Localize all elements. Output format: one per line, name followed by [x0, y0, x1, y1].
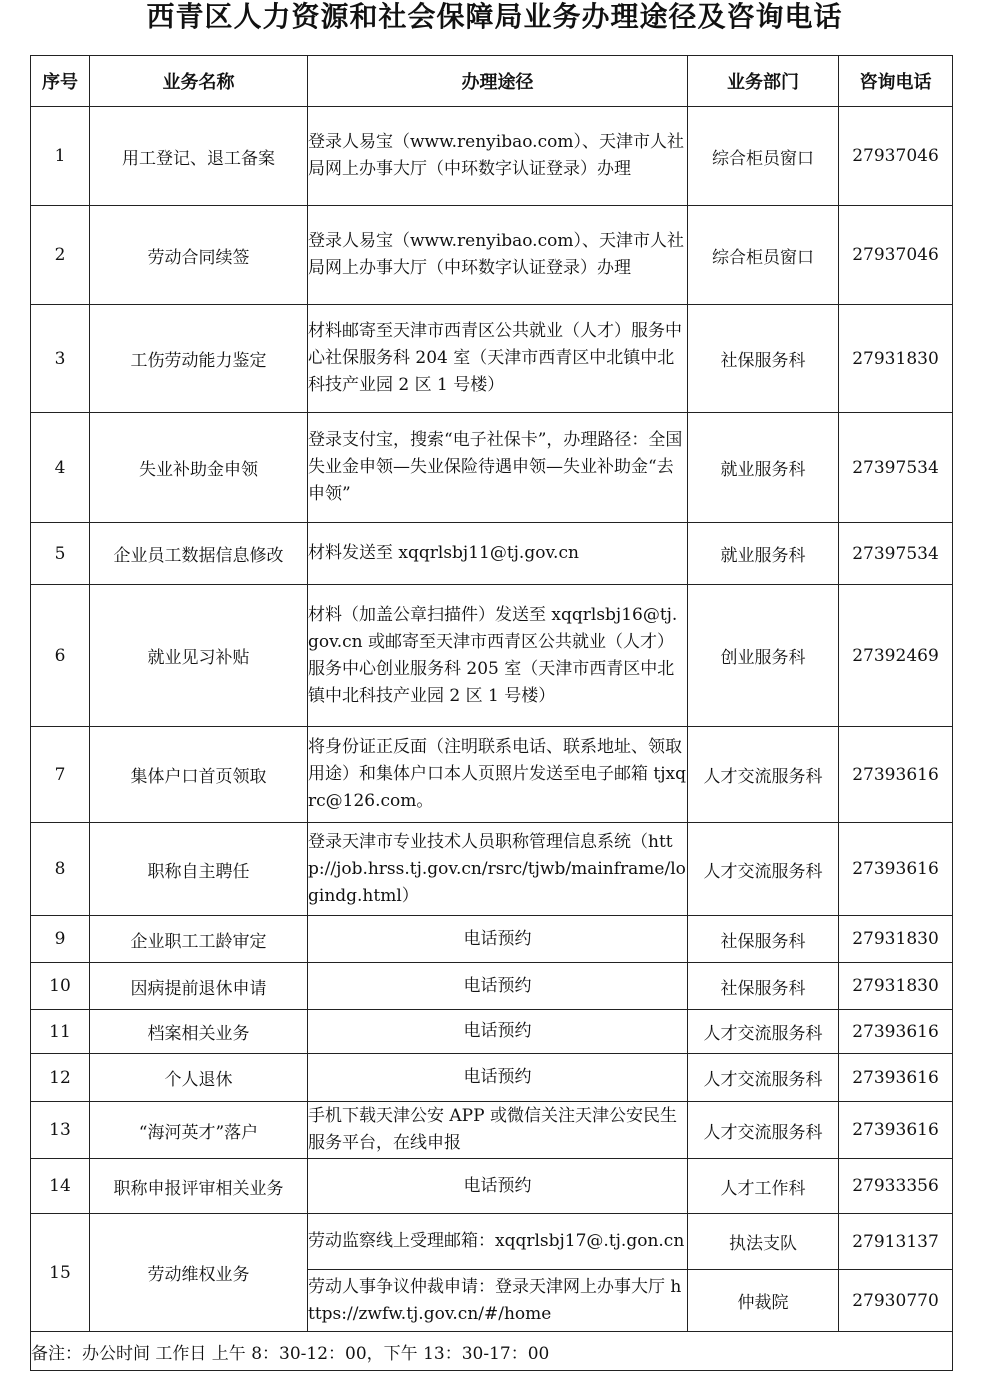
- row-phone: 27930770: [839, 1270, 953, 1332]
- row-phone: 27393616: [839, 727, 953, 823]
- row-route: 材料（加盖公章扫描件）发送至 xqqrlsbj16@tj.gov.cn 或邮寄至天津市西青区公共就业（人才）服务中心创业服务科 205 室（天津市西青区中北镇中北科技产业园 2 区 1 号楼）: [308, 585, 688, 727]
- row-no: 3: [31, 305, 90, 413]
- row-phone: 27393616: [839, 1054, 953, 1102]
- row-route: 材料邮寄至天津市西青区公共就业（人才）服务中心社保服务科 204 室（天津市西青区中北镇中北科技产业园 2 区 1 号楼）: [308, 305, 688, 413]
- row-no: 10: [31, 963, 90, 1010]
- row-phone: 27937046: [839, 107, 953, 206]
- table-row: [31, 823, 953, 916]
- row-phone: 27397534: [839, 413, 953, 523]
- table-header-row: [31, 56, 953, 107]
- row-no: 12: [31, 1054, 90, 1102]
- table-row: [31, 1054, 953, 1102]
- row-name: 工伤劳动能力鉴定: [90, 305, 308, 413]
- row-route: 登录人易宝（www.renyibao.com）、天津市人社局网上办事大厅（中环数字认证登录）办理: [308, 107, 688, 206]
- row-route: 登录天津市专业技术人员职称管理信息系统（http://job.hrss.tj.gov.cn/rsrc/tjwb/mainframe/logindg.html）: [308, 823, 688, 916]
- row-dept: 社保服务科: [688, 963, 839, 1010]
- table-row: [31, 916, 953, 963]
- row-name: 档案相关业务: [90, 1010, 308, 1054]
- row-route: 登录支付宝，搜索“电子社保卡”，办理路径：全国失业金申领—失业保险待遇申领—失业补助金“去申领”: [308, 413, 688, 523]
- row-name: 劳动合同续签: [90, 206, 308, 305]
- row-no: 8: [31, 823, 90, 916]
- row-no: 14: [31, 1159, 90, 1214]
- row-dept: 社保服务科: [688, 305, 839, 413]
- table-row: [31, 523, 953, 585]
- row-dept: 人才交流服务科: [688, 823, 839, 916]
- row-dept: 人才交流服务科: [688, 1054, 839, 1102]
- table-row: [31, 1214, 953, 1270]
- row-phone: 27913137: [839, 1214, 953, 1270]
- row-name: 就业见习补贴: [90, 585, 308, 727]
- row-no: 5: [31, 523, 90, 585]
- row-dept: 人才交流服务科: [688, 1102, 839, 1159]
- row-name: 职称申报评审相关业务: [90, 1159, 308, 1214]
- row-dept: 社保服务科: [688, 916, 839, 963]
- row-no: 1: [31, 107, 90, 206]
- row-route: 电话预约: [308, 1010, 688, 1054]
- row-phone: 27392469: [839, 585, 953, 727]
- service-table: [30, 55, 953, 1371]
- row-route: 登录人易宝（www.renyibao.com）、天津市人社局网上办事大厅（中环数字认证登录）办理: [308, 206, 688, 305]
- row-no: 4: [31, 413, 90, 523]
- row-route: 电话预约: [308, 1159, 688, 1214]
- office-hours-note: 备注：办公时间 工作日 上午 8：30-12：00，下午 13：30-17：00: [31, 1332, 953, 1371]
- row-dept: 就业服务科: [688, 523, 839, 585]
- page-title: 西青区人力资源和社会保障局业务办理途径及咨询电话: [146, 0, 843, 33]
- row-no: 11: [31, 1010, 90, 1054]
- table-row: [31, 1010, 953, 1054]
- row-no: 13: [31, 1102, 90, 1159]
- row-no: 6: [31, 585, 90, 727]
- row-no: 9: [31, 916, 90, 963]
- row-phone: 27937046: [839, 206, 953, 305]
- row-no: 2: [31, 206, 90, 305]
- row-name: 集体户口首页领取: [90, 727, 308, 823]
- row-dept: 综合柜员窗口: [688, 107, 839, 206]
- row-name: “海河英才”落户: [90, 1102, 308, 1159]
- row-phone: 27931830: [839, 963, 953, 1010]
- row-dept: 综合柜员窗口: [688, 206, 839, 305]
- row-phone: 27393616: [839, 1102, 953, 1159]
- row-dept: 就业服务科: [688, 413, 839, 523]
- row-no: 15: [31, 1214, 90, 1332]
- table-row: [31, 963, 953, 1010]
- row-name: 个人退休: [90, 1054, 308, 1102]
- row-phone: 27397534: [839, 523, 953, 585]
- row-route: 电话预约: [308, 963, 688, 1010]
- row-phone: 27931830: [839, 916, 953, 963]
- row-dept: 执法支队: [688, 1214, 839, 1270]
- table-row: [31, 1159, 953, 1214]
- table-row: [31, 585, 953, 727]
- table-row: [31, 206, 953, 305]
- header-route: 办理途径: [308, 56, 688, 107]
- row-route: 电话预约: [308, 1054, 688, 1102]
- table-row: [31, 305, 953, 413]
- row-name: 劳动维权业务: [90, 1214, 308, 1332]
- header-no: 序号: [31, 56, 90, 107]
- table-row: [31, 727, 953, 823]
- row-dept: 创业服务科: [688, 585, 839, 727]
- header-dept: 业务部门: [688, 56, 839, 107]
- row-route: 材料发送至 xqqrlsbj11@tj.gov.cn: [308, 523, 688, 585]
- row-route: 劳动监察线上受理邮箱：xqqrlsbj17@.tj.gon.cn: [308, 1214, 688, 1270]
- row-phone: 27931830: [839, 305, 953, 413]
- row-route: 劳动人事争议仲裁申请：登录天津网上办事大厅 https://zwfw.tj.gov.cn/#/home: [308, 1270, 688, 1332]
- row-name: 因病提前退休申请: [90, 963, 308, 1010]
- row-name: 用工登记、退工备案: [90, 107, 308, 206]
- row-no: 7: [31, 727, 90, 823]
- row-phone: 27393616: [839, 1010, 953, 1054]
- table-row: [31, 107, 953, 206]
- table-row: [31, 1102, 953, 1159]
- row-dept: 人才工作科: [688, 1159, 839, 1214]
- row-dept: 人才交流服务科: [688, 1010, 839, 1054]
- row-name: 职称自主聘任: [90, 823, 308, 916]
- row-name: 企业职工工龄审定: [90, 916, 308, 963]
- row-name: 企业员工数据信息修改: [90, 523, 308, 585]
- row-phone: 27933356: [839, 1159, 953, 1214]
- row-phone: 27393616: [839, 823, 953, 916]
- header-phone: 咨询电话: [839, 56, 953, 107]
- row-dept: 人才交流服务科: [688, 727, 839, 823]
- row-name: 失业补助金申领: [90, 413, 308, 523]
- row-route: 将身份证正反面（注明联系电话、联系地址、领取用途）和集体户口本人页照片发送至电子邮箱 tjxqrc@126.com。: [308, 727, 688, 823]
- header-name: 业务名称: [90, 56, 308, 107]
- row-dept: 仲裁院: [688, 1270, 839, 1332]
- row-route: 手机下载天津公安 APP 或微信关注天津公安民生服务平台，在线申报: [308, 1102, 688, 1159]
- row-route: 电话预约: [308, 916, 688, 963]
- table-row: [31, 413, 953, 523]
- note-row: [31, 1332, 953, 1371]
